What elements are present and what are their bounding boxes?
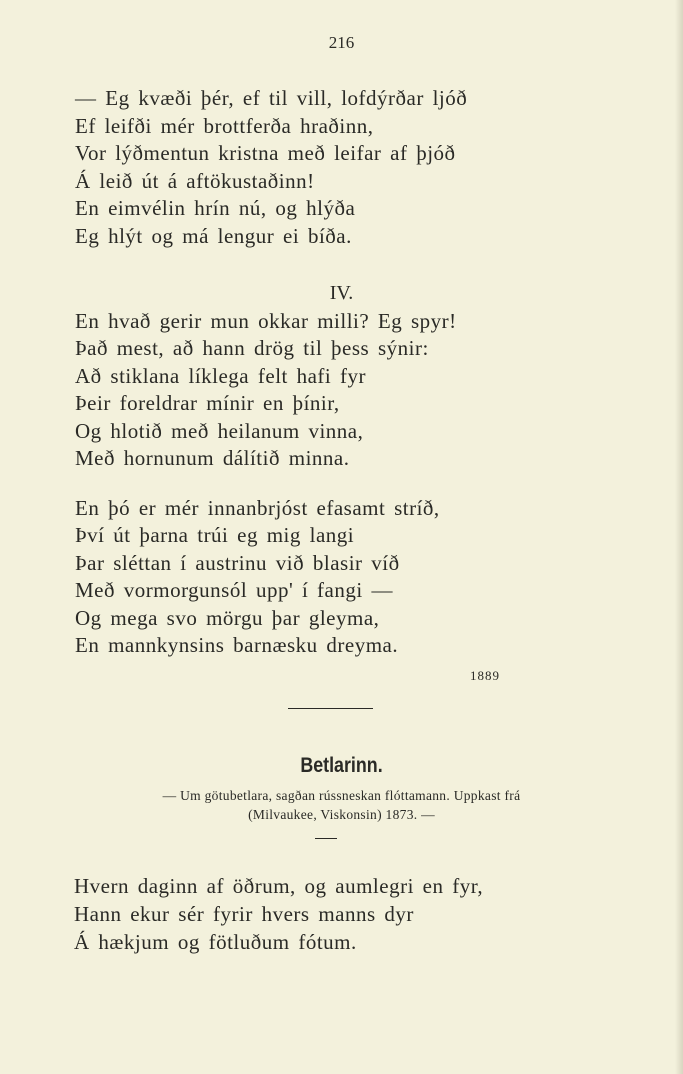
verse-line: En þó er mér innanbrjóst efasamt stríð, — [75, 496, 440, 520]
verse-line: Ef leifði mér brottferða hraðinn, — [75, 114, 374, 138]
verse-line: Með hornunum dálítið minna. — [75, 446, 350, 470]
verse-line: Hann ekur sér fyrir hvers manns dyr — [74, 902, 414, 926]
verse-line: Eg hlýt og má lengur ei bíða. — [75, 224, 352, 248]
poem-subtitle: — Um götubetlara, sagðan rússneskan flóttamann. Uppkast frá — [162, 788, 521, 803]
poem-title: Betlarinn. — [300, 754, 383, 777]
page-number: 216 — [328, 33, 355, 52]
poem-date: 1889 — [470, 668, 500, 683]
verse-line: En mannkynsins barnæsku dreyma. — [75, 633, 399, 657]
verse-line: Og mega svo mörgu þar gleyma, — [75, 606, 380, 630]
verse-line: Þar sléttan í austrinu við blasir víð — [75, 551, 400, 575]
verse-line: — Eg kvæði þér, ef til vill, lofdýrðar ljóð — [75, 86, 468, 110]
verse-line: Vor lýðmentun kristna með leifar af þjóð — [75, 141, 456, 165]
verse-line: Hvern daginn af öðrum, og aumlegri en fyr, — [74, 874, 484, 898]
poem-subtitle: (Milvaukee, Viskonsin) 1873. — — [248, 807, 435, 822]
verse-line: Á hækjum og fötluðum fótum. — [74, 930, 357, 954]
verse-line: Á leið út á aftökustaðinn! — [75, 169, 315, 193]
verse-line: Það mest, að hann drög til þess sýnir: — [75, 336, 429, 360]
verse-line: Og hlotið með heilanum vinna, — [75, 419, 364, 443]
verse-line: Með vormorgunsól upp' í fangi — — [75, 578, 393, 602]
verse-line: Því út þarna trúi eg mig langi — [75, 523, 355, 547]
verse-line: En hvað gerir mun okkar milli? Eg spyr! — [75, 309, 457, 333]
short-divider — [315, 838, 337, 839]
verse-line: En eimvélin hrín nú, og hlýða — [75, 196, 356, 220]
verse-line: Að stiklana líklega felt hafi fyr — [75, 364, 366, 388]
page-edge — [675, 0, 683, 1074]
section-heading: IV. — [329, 282, 354, 304]
verse-line: Þeir foreldrar mínir en þínir, — [75, 391, 340, 415]
section-divider — [288, 708, 373, 709]
